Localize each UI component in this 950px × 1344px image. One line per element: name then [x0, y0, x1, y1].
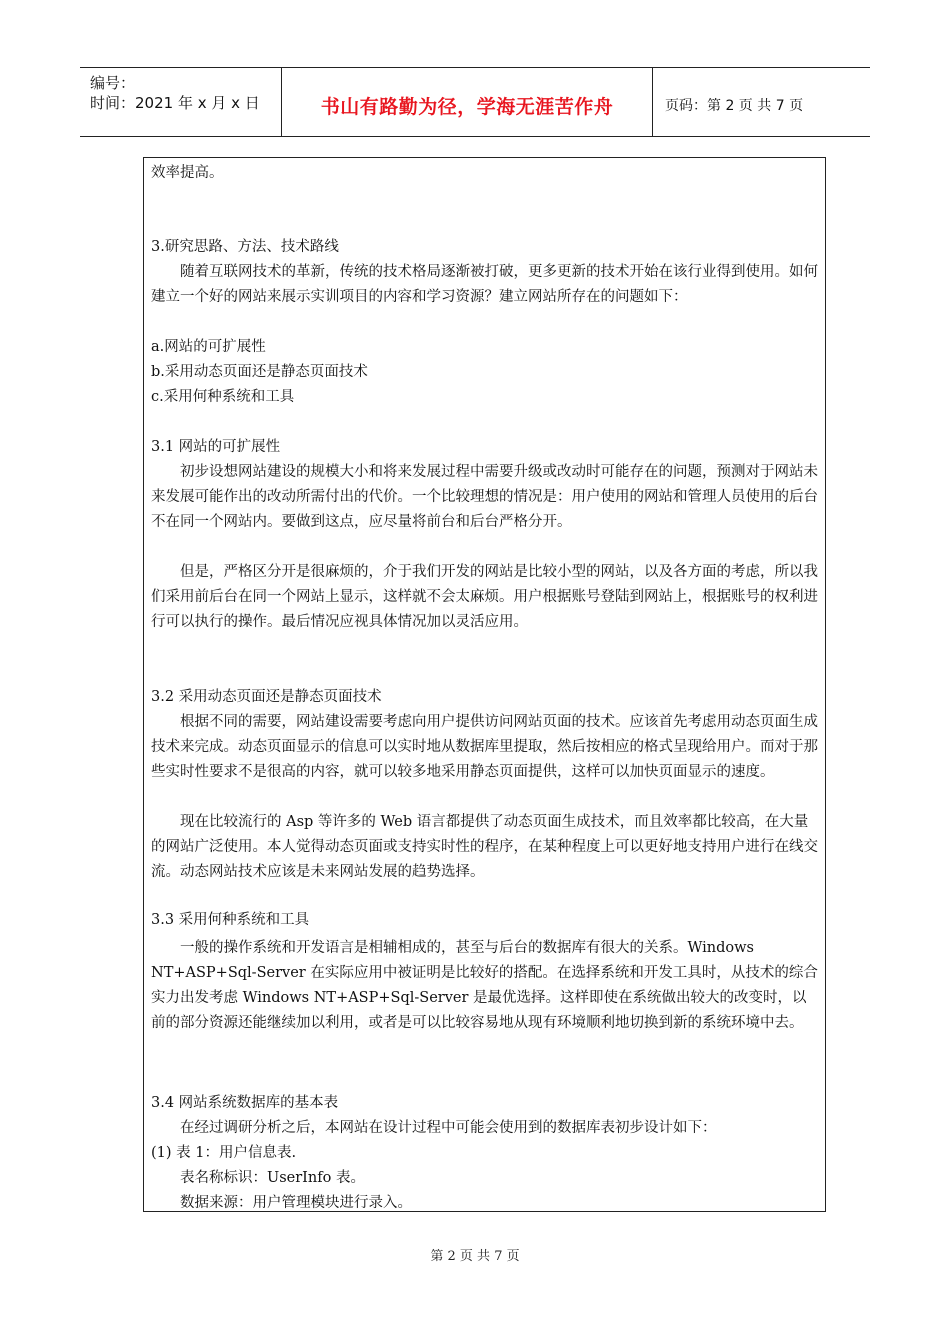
- header-motto: 书山有路勤为径，学海无涯苦作舟: [320, 96, 614, 118]
- table-1-source: 数据来源：用户管理模块进行录入。: [180, 1195, 412, 1211]
- table-1-title: (1) 表 1：用户信息表.: [151, 1145, 297, 1161]
- paragraph-intro: 随着互联网技术的革新，传统的技术格局逐渐被打破，更多更新的技术开始在该行业得到使用。如何建立一个好的网站来展示实训项目的内容和学习资源？建立网站所存在的问题如下：: [151, 264, 818, 305]
- document-number-label: 编号：: [90, 74, 136, 92]
- list-item-b: b.采用动态页面还是静态页面技术: [151, 364, 368, 380]
- paragraph-efficiency: 效率提高。: [151, 165, 224, 181]
- paragraph-3-4: 在经过调研分析之后，本网站在设计过程中可能会使用到的数据库表初步设计如下：: [180, 1120, 717, 1136]
- table-1-name: 表名称标识：UserInfo 表。: [180, 1170, 365, 1186]
- list-item-a: a.网站的可扩展性: [151, 339, 266, 355]
- section-heading-3-3: 3.3 采用何种系统和工具: [151, 912, 310, 928]
- section-heading-3: 3.研究思路、方法、技术路线: [151, 239, 339, 255]
- header-motto-cell: [282, 68, 653, 136]
- paragraph-3-1-a: 初步设想网站建设的规模大小和将来发展过程中需要升级或改动时可能存在的问题，预测对于网站未来发展可能作出的改动所需付出的代价。一个比较理想的情况是：用户使用的网站和管理人员使用的后台不在同一个网站内。要做到这点，应尽量将前台和后台严格分开。: [151, 464, 818, 530]
- header-page-cell: [653, 68, 870, 136]
- list-item-c: c.采用何种系统和工具: [151, 389, 295, 405]
- paragraph-3-2-a: 根据不同的需要，网站建设需要考虑向用户提供访问网站页面的技术。应该首先考虑用动态页面生成技术来完成。动态页面显示的信息可以实时地从数据库里提取，然后按相应的格式呈现给用户。而对于那些实时性要求不是很高的内容，就可以较多地采用静态页面提供，这样可以加快页面显示的速度。: [151, 714, 818, 780]
- section-heading-3-4: 3.4 网站系统数据库的基本表: [151, 1095, 339, 1111]
- header-meta-cell: [80, 68, 282, 136]
- section-heading-3-1: 3.1 网站的可扩展性: [151, 439, 281, 455]
- page-footer: 第 2 页 共 7 页: [430, 1249, 520, 1264]
- content-box: [143, 157, 826, 1212]
- paragraph-3-3: 一般的操作系统和开发语言是相辅相成的，甚至与后台的数据库有很大的关系。Windows NT+ASP+Sql-Server 在实际应用中被证明是比较好的搭配。在选择系统和开发工具时，从技术的综合实力出发考虑 Windows NT+ASP+Sql-Server 是最优选择。这样即使在系统做出较大的改变时，以前的部分资源还能继续加以利用，或者是可以比较容易地从现有环境顺利地切换到新的系统环境中去。: [151, 940, 818, 1031]
- document-date: 时间：2021 年 x 月 x 日: [90, 94, 260, 112]
- paragraph-3-2-b: 现在比较流行的 Asp 等许多的 Web 语言都提供了动态页面生成技术，而且效率都比较高，在大量的网站广泛使用。本人觉得动态页面或支持实时性的程序，在某种程度上可以更好地支持用户进行在线交流。动态网站技术应该是未来网站发展的趋势选择。: [151, 814, 818, 880]
- section-heading-3-2: 3.2 采用动态页面还是静态页面技术: [151, 689, 382, 705]
- page-header: [80, 67, 870, 137]
- paragraph-3-1-b: 但是，严格区分开是很麻烦的，介于我们开发的网站是比较小型的网站，以及各方面的考虑，所以我们采用前后台在同一个网站上显示，这样就不会太麻烦。用户根据账号登陆到网站上，根据账号的权利进行可以执行的操作。最后情况应视具体情况加以灵活应用。: [151, 564, 818, 630]
- header-page-info: 页码：第 2 页 共 7 页: [665, 98, 804, 114]
